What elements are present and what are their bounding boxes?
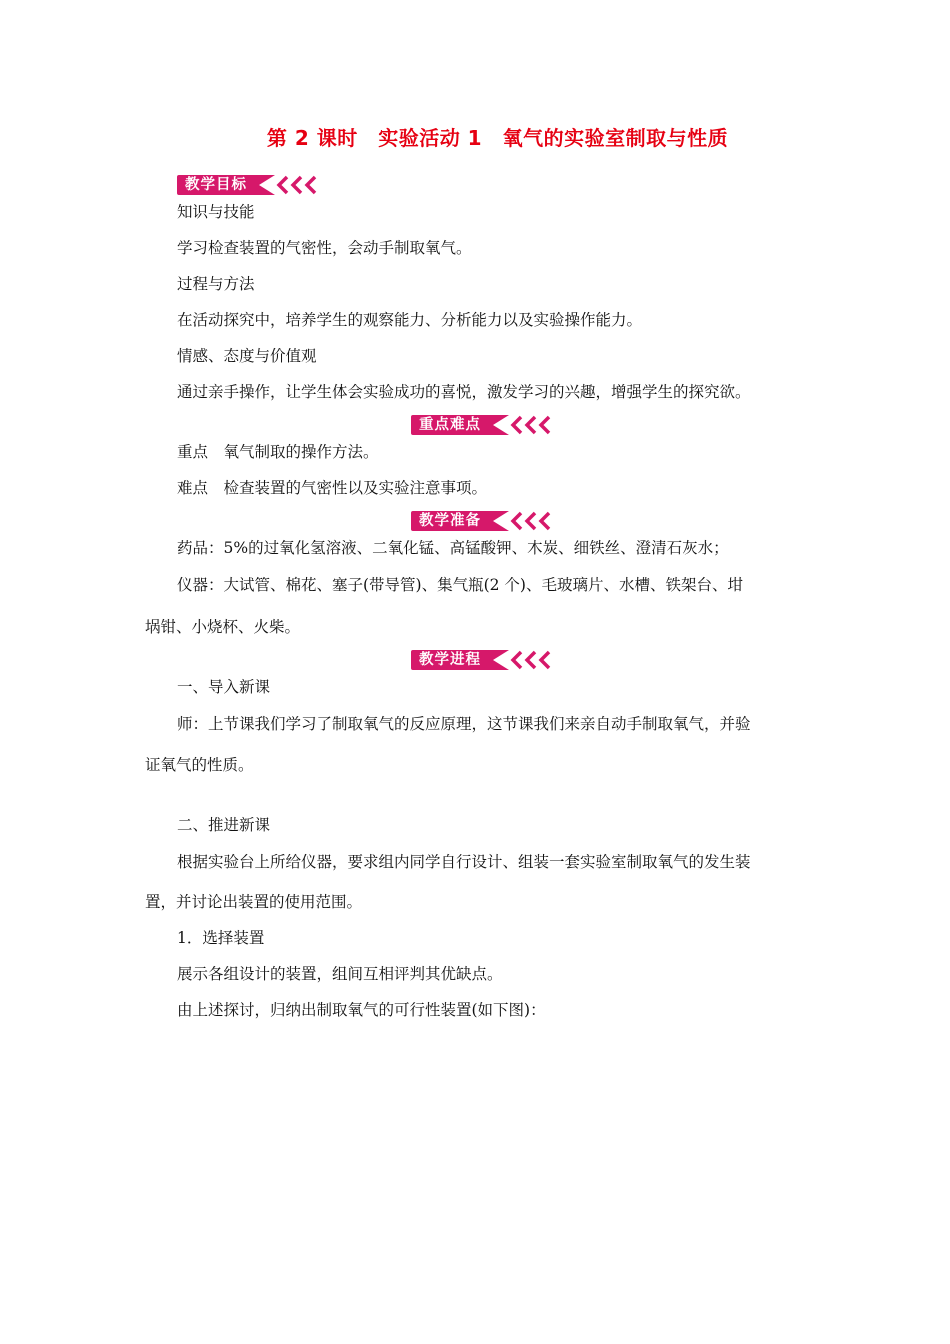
process-text-new-lesson-line1: 根据实验台上所给仪器，要求组内同学自行设计、组装一套实验室制取氧气的发生装 <box>177 853 751 871</box>
section-banner-goals <box>177 174 329 196</box>
chevrons-left-icon <box>489 414 563 436</box>
section-banner-preparation <box>411 510 563 532</box>
goals-heading-attitude: 情感、态度与价值观 <box>177 347 317 365</box>
key-point-text: 重点 氧气制取的操作方法。 <box>177 443 379 461</box>
preparation-drugs: 药品：5%的过氧化氢溶液、二氧化锰、高锰酸钾、木炭、细铁丝、澄清石灰水； <box>177 539 729 557</box>
goals-heading-process: 过程与方法 <box>177 275 255 293</box>
goals-text-knowledge: 学习检查装置的气密性，会动手制取氧气。 <box>177 239 472 257</box>
section-banner-process <box>411 649 563 671</box>
chevrons-left-icon <box>489 510 563 532</box>
process-text-intro-line1: 师：上节课我们学习了制取氧气的反应原理，这节课我们来亲自动手制取氧气，并验 <box>177 715 751 733</box>
goals-text-process: 在活动探究中，培养学生的观察能力、分析能力以及实验操作能力。 <box>177 311 643 329</box>
section-banner-label: 重点难点 <box>411 415 489 435</box>
section-banner-label: 教学准备 <box>411 511 489 531</box>
preparation-instruments-line1: 仪器：大试管、棉花、塞子(带导管)、集气瓶(2 个)、毛玻璃片、水槽、铁架台、坩 <box>177 576 743 594</box>
difficulty-text: 难点 检查装置的气密性以及实验注意事项。 <box>177 479 488 497</box>
page-title: 第 2 课时 实验活动 1 氧气的实验室制取与性质 <box>266 126 729 150</box>
goals-heading-knowledge: 知识与技能 <box>177 203 255 221</box>
process-text-new-lesson-line2: 置，并讨论出装置的使用范围。 <box>145 893 363 911</box>
chevrons-left-icon <box>255 174 329 196</box>
preparation-instruments-line2: 埚钳、小烧杯、火柴。 <box>145 618 301 636</box>
chevrons-left-icon <box>489 649 563 671</box>
section-banner-label: 教学进程 <box>411 650 489 670</box>
process-text-show-designs: 展示各组设计的装置，组间互相评判其优缺点。 <box>177 965 503 983</box>
goals-text-attitude: 通过亲手操作，让学生体会实验成功的喜悦，激发学习的兴趣，增强学生的探究欲。 <box>177 383 751 401</box>
process-heading-new-lesson: 二、推进新课 <box>177 816 271 834</box>
section-banner-label: 教学目标 <box>177 175 255 195</box>
process-text-summary: 由上述探讨，归纳出制取氧气的可行性装置(如下图)： <box>177 1001 546 1019</box>
process-text-intro-line2: 证氧气的性质。 <box>145 756 254 774</box>
section-banner-key-points <box>411 414 563 436</box>
process-heading-intro: 一、导入新课 <box>177 678 271 696</box>
process-heading-select-device: 1．选择装置 <box>177 929 265 947</box>
